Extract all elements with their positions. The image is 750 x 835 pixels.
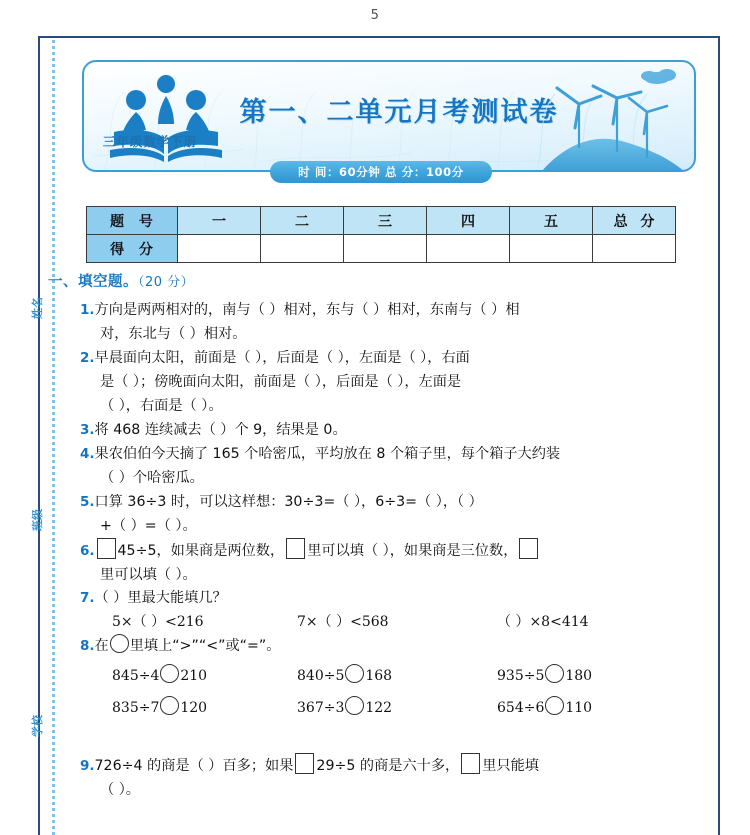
score-table [86,206,676,263]
section-heading-text: 一、填空题。 [48,274,138,290]
answer-circle-8-2[interactable] [345,664,364,683]
question-1-line-2: 对，东北与（ ）相对。 [100,326,247,342]
question-9-line-2: （ ）。 [100,782,140,798]
q8-r1-c1-left: 845÷4 [112,668,160,684]
section-heading [48,270,194,291]
table-row-question-numbers [87,207,676,235]
question-1-number: 1. [80,302,95,318]
row-label-score: 得 分 [87,235,178,263]
answer-box-6b[interactable] [286,538,305,559]
exam-banner [82,60,696,172]
score-cell-4[interactable] [427,235,510,263]
time-and-score-pill: 时 间：60分钟 总 分：100分 [270,161,492,183]
question-6-number: 6. [80,543,95,559]
q8-r1-c3-right: 180 [565,668,593,684]
question-8-item-6 [497,696,682,720]
question-3-number: 3. [80,422,95,438]
exam-sheet [48,48,708,835]
question-8-prefix: 在 [94,638,109,654]
question-4-number: 4. [80,446,95,462]
q8-r2-c3-right: 110 [565,700,593,716]
score-cell-3[interactable] [344,235,427,263]
question-9-number: 9. [80,758,95,774]
binding-dotted-line [52,40,55,835]
row-label-question-no: 题 号 [87,207,178,235]
question-2-number: 2. [80,350,95,366]
question-8 [72,634,708,720]
page-number: 5 [370,8,380,23]
score-cell-total[interactable] [593,235,676,263]
question-6-line-2: 里可以填（ ）。 [100,567,197,583]
question-7-equations [72,610,708,634]
q8-r2-c3-left: 654÷6 [497,700,545,716]
answer-circle-8-4[interactable] [160,696,179,715]
windmill-hill-illustration [529,62,694,172]
book-and-students-icon [106,70,226,166]
col-header-3: 三 [344,207,427,235]
hill-shape [541,139,685,172]
question-5-line-2: +（ ）=（ ）。 [100,518,197,534]
question-4 [72,442,708,490]
logo [106,70,226,166]
score-cell-2[interactable] [261,235,344,263]
page-header [0,0,750,38]
banner-title: 第一、二单元月考测试卷 [239,97,559,128]
question-5 [72,490,708,538]
question-7-line-1: （ ）里最大能填几？ [94,590,227,606]
question-6 [72,538,708,587]
question-9 [72,753,708,802]
question-7-eq-1: 5×（ ）<216 [112,614,204,630]
margin-label-name: 姓名 [31,297,44,319]
top-rule [38,36,718,38]
question-4-line-2: （ ）个哈密瓜。 [100,470,204,486]
question-2-line-1: 早晨面向太阳，前面是（ ），后面是（ ），左面是（ ），右面 [94,350,470,366]
score-cell-5[interactable] [510,235,593,263]
question-7-eq-3: （ ）×8<414 [497,614,589,630]
margin-label-school: 学校 [31,715,44,737]
col-header-4: 四 [427,207,510,235]
question-1-line-1: 方向是两两相对的，南与（ ）相对，东与（ ）相对，东南与（ ）相 [94,302,520,318]
question-6-part-a: 45÷5，如果商是两位数， [117,543,285,559]
table-row-scores [87,235,676,263]
q8-r1-c1-right: 210 [180,668,208,684]
col-header-1: 一 [178,207,261,235]
question-8-suffix: 里填上“>”“<”或“=”。 [129,638,281,654]
q8-r1-c2-left: 840÷5 [297,668,345,684]
right-rule [718,36,720,835]
question-3-line-1: 将 468 连续减去（ ）个 9，结果是 0。 [94,422,347,438]
answer-box-9b[interactable] [461,753,480,774]
question-5-line-1: 口算 36÷3 时，可以这样想：30÷3=（ ），6÷3=（ ），（ ） [94,494,483,510]
col-header-5: 五 [510,207,593,235]
col-header-2: 二 [261,207,344,235]
question-9-part-a: 726÷4 的商是（ ）百多；如果 [94,758,294,774]
question-2-line-2: 是（ ）；傍晚面向太阳，前面是（ ），后面是（ ），左面是 [100,374,462,390]
answer-circle-8-6[interactable] [545,696,564,715]
question-1 [72,298,708,346]
question-8-item-1 [112,664,297,688]
question-8-item-5 [297,696,497,720]
question-2-line-3: （ ），右面是（ ）。 [100,398,223,414]
question-4-line-1: 果农伯伯今天摘了 165 个哈密瓜，平均放在 8 个箱子里，每个箱子大约装 [94,446,561,462]
answer-box-6c[interactable] [519,538,538,559]
subject-grade-label: 三年级数学下册 [102,134,198,149]
question-6-part-b: 里可以填（ ），如果商是三位数， [307,543,518,559]
section-points: （20 分） [138,275,195,290]
answer-circle-8-3[interactable] [545,664,564,683]
question-8-row-2 [72,688,708,720]
col-header-total: 总 分 [593,207,676,235]
question-7-eq-2: 7×（ ）<568 [297,614,389,630]
answer-box-6a[interactable] [97,538,116,559]
q8-r1-c2-right: 168 [365,668,393,684]
question-7-number: 7. [80,590,95,606]
question-2 [72,346,708,418]
question-5-number: 5. [80,494,95,510]
question-8-number: 8. [80,638,95,654]
question-9-part-b: 29÷5 的商是六十多， [316,758,460,774]
q8-r1-c3-left: 935÷5 [497,668,545,684]
q8-r2-c1-left: 835÷7 [112,700,160,716]
question-8-item-3 [497,664,682,688]
answer-circle-8-1[interactable] [160,664,179,683]
margin-label-class: 班级 [31,509,44,531]
answer-circle-8-example[interactable] [110,634,129,653]
question-8-item-2 [297,664,497,688]
question-8-item-4 [112,696,297,720]
q8-r2-c2-right: 122 [365,700,393,716]
question-9-part-c: 里只能填 [482,758,539,774]
score-cell-1[interactable] [178,235,261,263]
answer-circle-8-5[interactable] [345,696,364,715]
q8-r2-c1-right: 120 [180,700,208,716]
cloud-icon [641,69,676,84]
question-7 [72,586,708,634]
q8-r2-c2-left: 367÷3 [297,700,345,716]
question-8-row-1 [72,658,708,688]
answer-box-9a[interactable] [295,753,314,774]
question-3 [72,418,708,442]
